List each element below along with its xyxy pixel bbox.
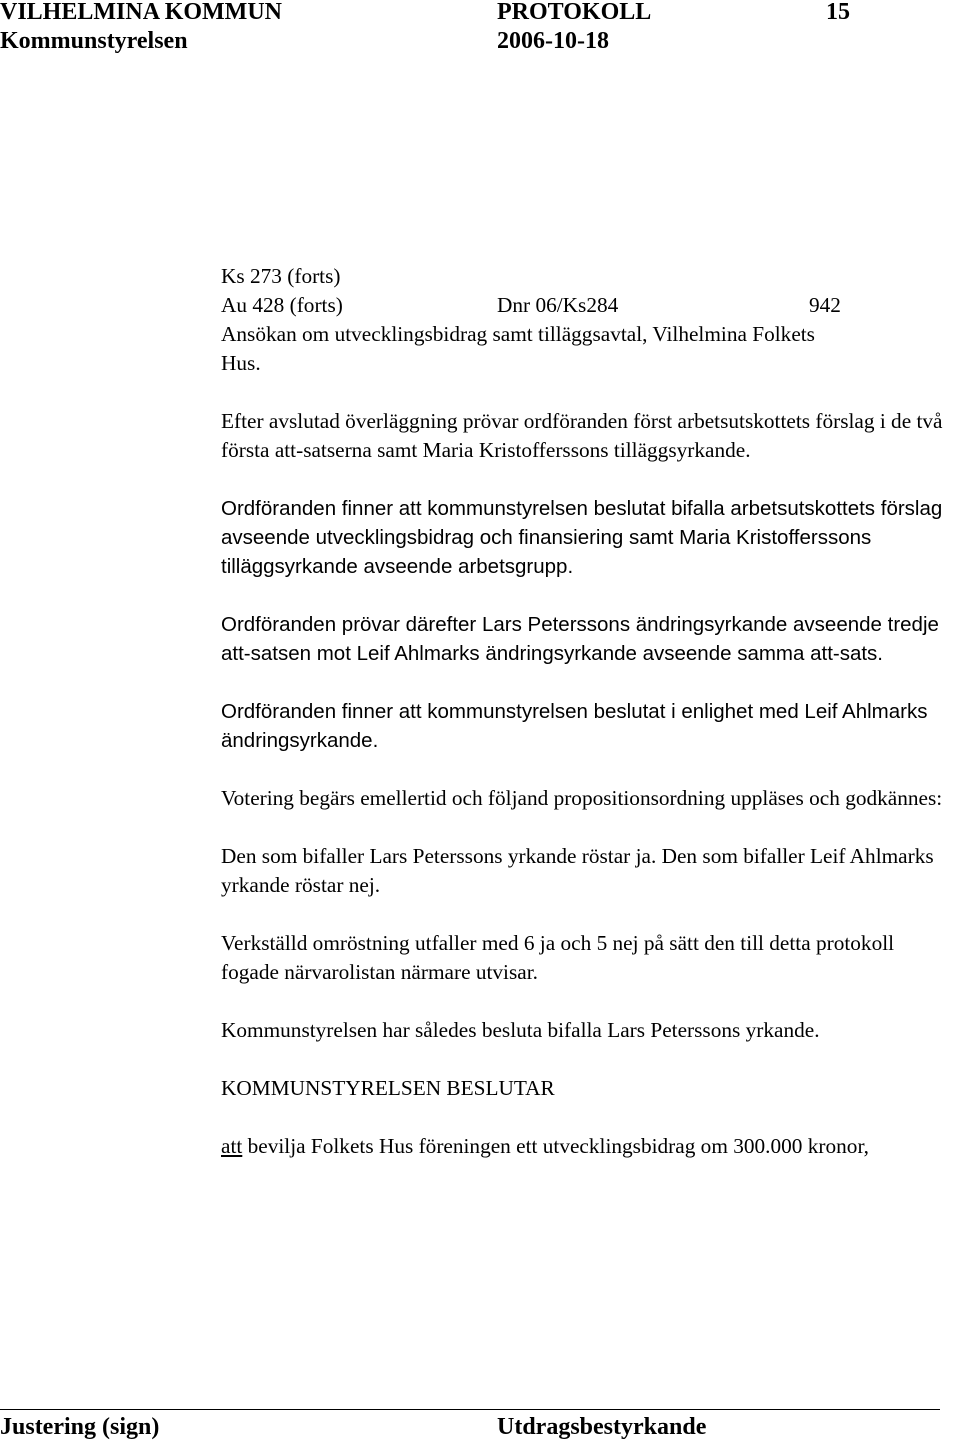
paragraph-deliberation: Efter avslutad överläggning prövar ordföranden först arbetsutskottets förslag i de två första att-satserna samt Maria Kristofferssons tilläggsyrkande. <box>221 409 943 462</box>
municipality-name: VILHELMINA KOMMUN <box>0 0 282 25</box>
document-type: PROTOKOLL <box>497 0 652 25</box>
matter-title-line1: Ansökan om utvecklingsbidrag samt tilläggsavtal, Vilhelmina Folkets <box>221 322 815 346</box>
paragraph-vote-request: Votering begärs emellertid och följand propositionsordning uppläses och godkännes: <box>221 786 943 810</box>
decision-clause <box>221 1132 957 1161</box>
matter-title-line2: Hus. <box>221 351 261 375</box>
footer-signature-label: Justering (sign) <box>0 1414 160 1440</box>
au-reference-line <box>221 291 957 320</box>
ks-reference <box>221 262 957 291</box>
decision-text: bevilja Folkets Hus föreningen ett utvecklingsbidrag om 300.000 kronor, <box>242 1134 870 1158</box>
paragraph-second-proposal: Ordföranden prövar därefter Lars Peterssons ändringsyrkande avseende tredje att-satsen mot Leif Ahlmarks ändringsyrkande avseende samma att-sats. <box>221 613 939 665</box>
att-keyword: att <box>221 1134 243 1158</box>
paragraph-vote-order: Den som bifaller Lars Peterssons yrkande röstar ja. Den som bifaller Leif Ahlmarks yrkande röstar nej. <box>221 844 934 897</box>
ks-number: Ks 273 (forts) <box>221 264 341 288</box>
committee-name: Kommunstyrelsen <box>0 28 188 54</box>
paragraph-vote-result: Verkställd omröstning utfaller med 6 ja och 5 nej på sätt den till detta protokoll fogade närvarolistan närmare utvisar. <box>221 931 895 984</box>
paragraph-first-ruling: Ordföranden finner att kommunstyrelsen beslutat bifalla arbetsutskottets förslag avseende utvecklingsbidrag och finansiering samt Maria Kristofferssons tilläggsyrkande avseende arbetsgrupp. <box>221 497 943 578</box>
paragraph-outcome: Kommunstyrelsen har således besluta bifalla Lars Peterssons yrkande. <box>221 1018 820 1042</box>
footer-certification-label: Utdragsbestyrkande <box>497 1414 707 1440</box>
document-body <box>221 262 957 1190</box>
meeting-date: 2006-10-18 <box>497 28 609 54</box>
decision-heading: KOMMUNSTYRELSEN BESLUTAR <box>221 1076 555 1100</box>
page-number: 15 <box>826 0 850 25</box>
diary-number: Dnr 06/Ks284 <box>497 293 619 317</box>
footer-divider <box>0 1409 940 1410</box>
au-number: Au 428 (forts) <box>221 293 343 317</box>
paragraph-number: 942 <box>809 293 841 317</box>
paragraph-second-ruling: Ordföranden finner att kommunstyrelsen beslutat i enlighet med Leif Ahlmarks ändringsyrkande. <box>221 700 928 752</box>
